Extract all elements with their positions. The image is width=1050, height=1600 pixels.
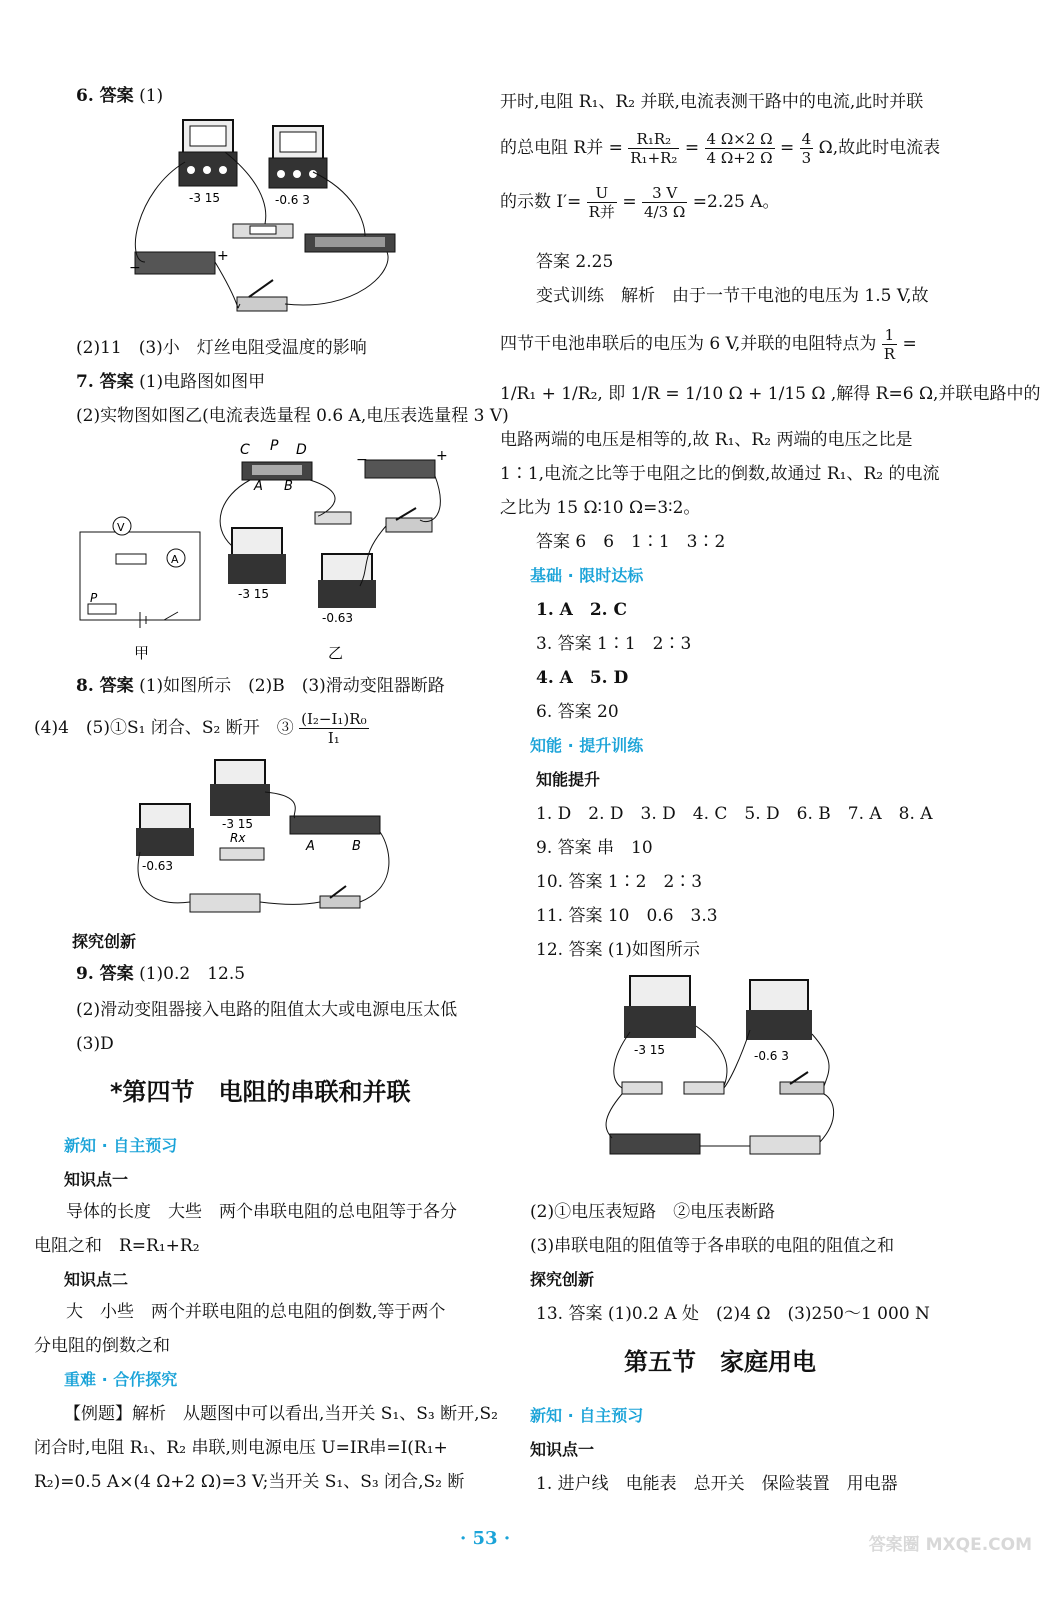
q12-fig-t2: -0.6 3 xyxy=(754,1049,789,1063)
q7-text: (1)电路图如图甲 xyxy=(139,372,266,392)
ability-1: 1. D 2. D 3. D 4. C 5. D 6. B 7. A 8. A xyxy=(536,804,933,824)
r2-f2d: 4 Ω+2 Ω xyxy=(706,149,773,167)
variant-line5: 1∶1,电流之比等于电阻之比的倒数,故通过 R₁、R₂ 的电流 xyxy=(500,464,940,484)
q8-fig-a: A xyxy=(306,839,315,854)
kp2-text2: 分电阻的倒数之和 xyxy=(34,1336,170,1356)
svg-text:+: + xyxy=(217,248,229,264)
q9-text: (1)0.2 12.5 xyxy=(139,964,246,984)
var3-ji: 即 xyxy=(608,384,626,404)
q7-fig-d: D xyxy=(296,442,307,458)
ability-10: 10. 答案 1∶2 2∶3 xyxy=(536,872,703,892)
answer2: 答案 6 6 1∶1 3∶2 xyxy=(536,532,726,552)
r2-eq1: = xyxy=(684,138,700,158)
r2-f3n: 4 xyxy=(801,130,812,148)
r3-prefix: 的示数 I′= xyxy=(500,192,582,212)
svg-text:+: + xyxy=(436,448,448,464)
q7-fig-v: V xyxy=(117,521,125,534)
r3-suffix: =2.25 A。 xyxy=(692,192,780,212)
q7-fig-t1: -3 15 xyxy=(238,587,270,601)
kp2-text1: 大 小些 两个并联电阻的总电阻的倒数,等于两个 xyxy=(66,1302,446,1322)
r2-prefix: 的总电阻 R并 = xyxy=(500,138,623,158)
q12-circuit-figure xyxy=(600,970,840,1180)
watermark: 答案圈 MXQE.COM xyxy=(868,1535,1032,1555)
r2-f1n: R₁R₂ xyxy=(628,130,679,149)
var2-frac xyxy=(882,326,897,363)
kp1-heading: 知识点一 xyxy=(64,1170,129,1189)
q6-fig-t2: -0.6 3 xyxy=(275,193,310,207)
q7-fig-am: A xyxy=(171,553,179,566)
basic-3: 3. 答案 1∶1 2∶3 xyxy=(536,634,692,654)
q9-line xyxy=(76,962,245,986)
r3-eq: = xyxy=(622,192,637,212)
q7-fig-a: A xyxy=(254,479,263,494)
var3-f3: 1/R xyxy=(630,384,660,404)
q7-fig-t2: -0.63 xyxy=(322,611,354,625)
explore2-heading: 探究创新 xyxy=(530,1270,595,1289)
r2-f3d: 3 xyxy=(801,149,812,167)
answer1: 答案 2.25 xyxy=(536,252,614,272)
q8-fraction xyxy=(299,710,368,747)
q6-circuit-figure xyxy=(125,112,425,327)
section5-title: 第五节 家庭用电 xyxy=(624,1348,816,1376)
variant-line6: 之比为 15 Ω∶10 Ω=3∶2。 xyxy=(500,498,701,518)
q8-text: (1)如图所示 (2)B (3)滑动变阻器断路 xyxy=(139,676,445,696)
right-column xyxy=(500,0,1050,1600)
q8-fig-t2: -3 15 xyxy=(222,817,254,831)
r3-frac2 xyxy=(642,184,687,221)
r2-suffix: Ω,故此时电流表 xyxy=(818,138,941,158)
kp2-heading: 知识点二 xyxy=(64,1270,129,1289)
var3-suffix: ,解得 R=6 Ω,并联电路中的 xyxy=(830,384,1041,404)
r-line2 xyxy=(500,130,940,167)
example-line3: R₂)=0.5 A×(4 Ω+2 Ω)=3 V;当开关 S₁、S₃ 闭合,S₂ 断 xyxy=(34,1472,465,1492)
q7-circuit-figure xyxy=(60,436,460,666)
ability-13: 13. 答案 (1)0.2 A 处 (2)4 Ω (3)250～1 000 N xyxy=(536,1304,930,1324)
r3-frac1 xyxy=(587,184,617,221)
r3-f2n: 3 V xyxy=(642,184,687,203)
r3-f2d: 4/3 Ω xyxy=(644,203,686,221)
q8-line xyxy=(76,674,445,698)
r2-eq2: = xyxy=(780,138,795,158)
q12-fig-t1: -3 15 xyxy=(634,1043,666,1057)
q8-sub4-text: (4)4 (5)①S₁ 闭合、S₂ 断开 ③ xyxy=(34,718,294,738)
example-line1: 【例题】解析 从题图中可以看出,当开关 S₁、S₃ 断开,S₂ xyxy=(64,1404,498,1424)
page-number: · 53 · xyxy=(460,1528,511,1549)
q6-sub2: (2)11 (3)小 灯丝电阻受温度的影响 xyxy=(76,338,367,358)
q7-fig-bb: B xyxy=(284,479,293,494)
var2-fn: 1 xyxy=(882,326,897,345)
kp1-text1: 导体的长度 大些 两个串联电阻的总电阻等于各分 xyxy=(66,1202,457,1222)
q7-fig-cap1: 甲 xyxy=(134,644,150,662)
ability-subheading: 知能提升 xyxy=(536,770,601,789)
kp1-text2: 电阻之和 R=R₁+R₂ xyxy=(34,1236,200,1256)
q6-line xyxy=(76,84,163,108)
ability-9: 9. 答案 串 10 xyxy=(536,838,653,858)
svg-text:−: − xyxy=(129,260,141,276)
ability-12: 12. 答案 (1)如图所示 xyxy=(536,940,700,960)
explore-heading: 探究创新 xyxy=(72,932,137,951)
q8-frac-den: I₁ xyxy=(327,729,340,747)
ability-12-2: (2)①电压表短路 ②电压表断路 xyxy=(530,1202,776,1222)
q8-label: 8. 答案 xyxy=(76,676,134,696)
q7-fig-pp: P xyxy=(90,591,98,605)
basic-4: 4. A 5. D xyxy=(536,668,629,688)
example-line2: 闭合时,电阻 R₁、R₂ 串联,则电源电压 U=IR串=I(R₁+ xyxy=(34,1438,448,1458)
r3-fd: R并 xyxy=(588,203,615,221)
left-column xyxy=(0,0,509,1600)
q7-label: 7. 答案 xyxy=(76,372,134,392)
preview-heading: 新知 · 自主预习 xyxy=(64,1136,178,1155)
q6-fig-t1: -3 15 xyxy=(189,191,221,205)
variant-line2 xyxy=(500,326,917,363)
var3-f5: 1/15 Ω xyxy=(767,384,826,404)
var3-f2: 1/R₂ xyxy=(561,384,598,404)
variant-line3: 1/R₁ + 1/R₂, 即 1/R = 1/10 Ω + 1/15 Ω ,解得 R=6 Ω,并联电路中的 xyxy=(500,384,1041,404)
q6-text: (1) xyxy=(139,86,164,106)
kp1b-heading: 知识点一 xyxy=(530,1440,595,1459)
q8-frac-num: (I₂−I₁)R₀ xyxy=(301,710,367,728)
r3-fn: U xyxy=(587,184,617,203)
r2-frac2 xyxy=(705,130,775,167)
q8-sub4 xyxy=(34,710,369,747)
q7-sub2: (2)实物图如图乙(电流表选量程 0.6 A,电压表选量程 3 V) xyxy=(76,406,509,426)
q9-sub3: (3)D xyxy=(76,1034,114,1054)
q7-fig-cap2: 乙 xyxy=(328,644,344,662)
var3-f1: 1/R₁ xyxy=(500,384,537,404)
ability-11: 11. 答案 10 0.6 3.3 xyxy=(536,906,718,926)
ability-heading: 知能 · 提升训练 xyxy=(530,736,644,755)
ability-12-3: (3)串联电阻的阻值等于各串联的电阻的阻值之和 xyxy=(530,1236,895,1256)
preview2-heading: 新知 · 自主预习 xyxy=(530,1406,644,1425)
svg-text:−: − xyxy=(356,452,368,468)
q7-line xyxy=(76,370,265,394)
coop-heading: 重难 · 合作探究 xyxy=(64,1370,178,1389)
r-line3 xyxy=(500,184,780,221)
variant-line4: 电路两端的电压是相等的,故 R₁、R₂ 两端的电压之比是 xyxy=(500,430,913,450)
r2-frac3 xyxy=(800,130,814,167)
q8-fig-t1: -0.63 xyxy=(142,859,174,873)
basic-heading: 基础 · 限时达标 xyxy=(530,566,644,585)
r2-f2n: 4 Ω×2 Ω xyxy=(706,130,773,148)
q8-fig-rx: Rx xyxy=(230,831,246,845)
r-line1: 开时,电阻 R₁、R₂ 并联,电流表测干路中的电流,此时并联 xyxy=(500,92,924,112)
basic-6: 6. 答案 20 xyxy=(536,702,619,722)
section4-title: *第四节 电阻的串联和并联 xyxy=(110,1078,411,1106)
q8-circuit-figure xyxy=(130,756,410,921)
q7-fig-p: P xyxy=(270,438,279,454)
var2-eq: = xyxy=(902,334,917,354)
var2-text: 四节干电池串联后的电压为 6 V,并联的电阻特点为 xyxy=(500,334,877,354)
r2-frac1 xyxy=(628,130,679,167)
q8-fig-bb: B xyxy=(352,839,361,854)
q9-sub2: (2)滑动变阻器接入电路的阻值太大或电源电压太低 xyxy=(76,1000,458,1020)
var2-fd: R xyxy=(883,345,896,363)
variant-line1: 变式训练 解析 由于一节干电池的电压为 1.5 V,故 xyxy=(536,286,929,306)
last-line: 1. 进户线 电能表 总开关 保险装置 用电器 xyxy=(536,1474,898,1494)
q7-fig-c: C xyxy=(240,442,250,458)
r2-f1d: R₁+R₂ xyxy=(630,149,678,167)
q6-label: 6. 答案 xyxy=(76,86,134,106)
q9-label: 9. 答案 xyxy=(76,964,134,984)
basic-1: 1. A 2. C xyxy=(536,600,628,620)
var3-f4: 1/10 Ω xyxy=(685,384,743,404)
